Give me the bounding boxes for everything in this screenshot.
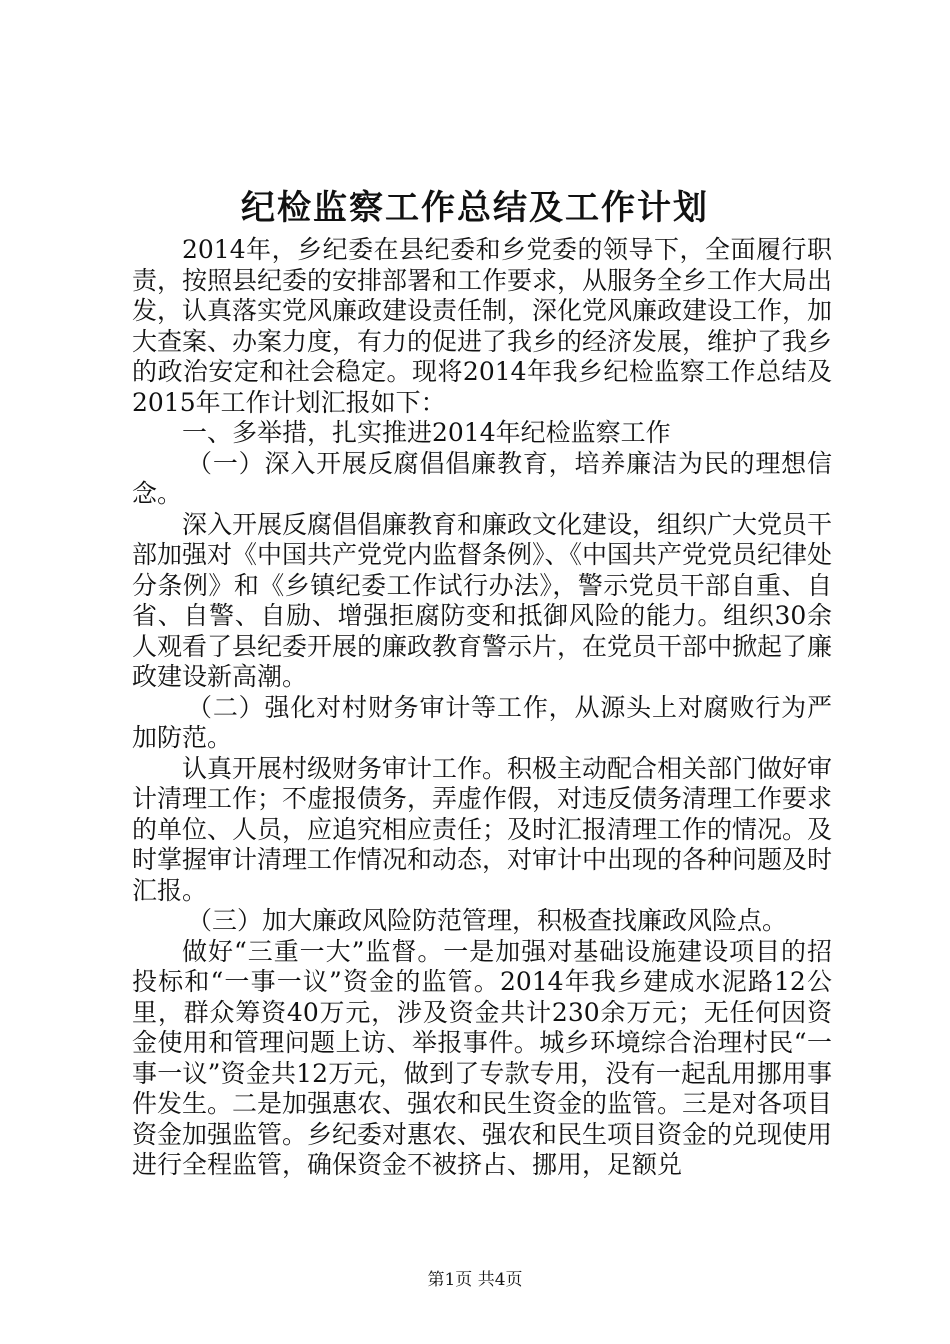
document-body [132,235,832,1181]
paragraph-supervision: 做好“三重一大”监督。一是加强对基础设施建设项目的招投标和“一事一议”资金的监管。2014年我乡建成水泥路12公里，群众筹资40万元，涉及资金共计230余万元；无任何因资金使用和管理问题上访、举报事件。城乡环境综合治理村民“一事一议”资金共12万元，做到了专款专用，没有一起乱用挪用事件发生。二是加强惠农、强农和民生资金的监管。三是对各项目资金加强监管。乡纪委对惠农、强农和民生项目资金的兑现使用进行全程监管，确保资金不被挤占、挪用，足额兑 [132,936,833,1179]
page-footer: 第1页 共4页 [427,1270,523,1290]
subsection-heading-1: （一）深入开展反腐倡倡廉教育，培养廉洁为民的理想信念。 [132,448,832,508]
paragraph-education: 深入开展反腐倡倡廉教育和廉政文化建设，组织广大党员干部加强对《中国共产党党内监督条例》、《中国共产党党员纪律处分条例》和《乡镇纪委工作试行办法》，警示党员干部自重、自省、自警、自励、增强拒腐防变和抵御风险的能力。组织30余人观看了县纪委开展的廉政教育警示片，在党员干部中掀起了廉政建设新高潮。 [132,509,833,691]
section-heading-1: 一、多举措，扎实推进2014年纪检监察工作 [182,418,671,447]
subsection-heading-2: （二）强化对村财务审计等工作，从源头上对腐败行为严加防范。 [132,692,832,752]
subsection-heading-3: （三）加大廉政风险防范管理，积极查找廉政风险点。 [187,906,788,935]
page-title: 纪检监察工作总结及工作计划 [241,188,709,228]
paragraph-audit: 认真开展村级财务审计工作。积极主动配合相关部门做好审计清理工作；不虚报债务，弄虚作假，对违反债务清理工作要求的单位、人员，应追究相应责任；及时汇报清理工作的情况。及时掌握审计清理工作情况和动态，对审计中出现的各种问题及时汇报。 [132,753,833,905]
paragraph-intro: 2014年，乡纪委在县纪委和乡党委的领导下，全面履行职责，按照县纪委的安排部署和工作要求，从服务全乡工作大局出发，认真落实党风廉政建设责任制，深化党风廉政建设工作，加大查案、办案力度，有力的促进了我乡的经济发展，维护了我乡的政治安定和社会稳定。现将2014年我乡纪检监察工作总结及2015年工作计划汇报如下： [132,235,833,417]
